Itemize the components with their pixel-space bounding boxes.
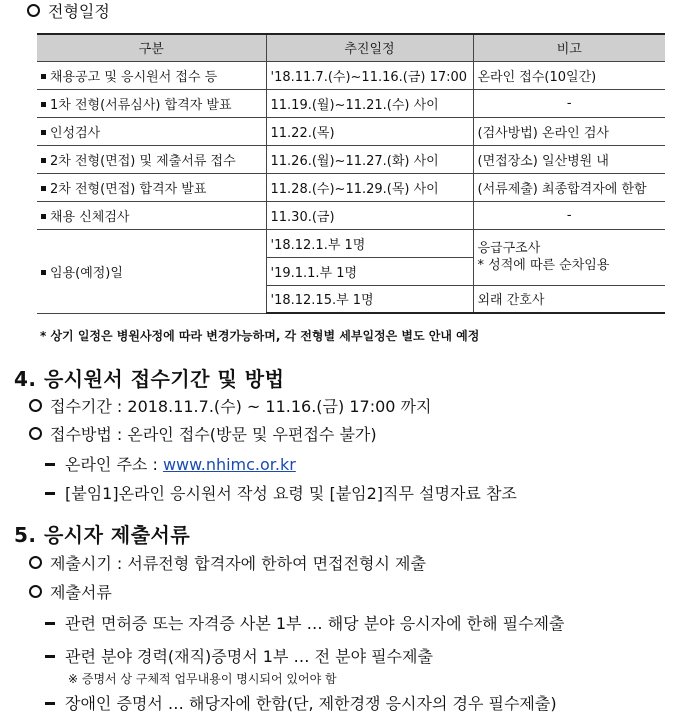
row-item-cell <box>37 201 266 229</box>
submission-docs-heading-text: 제출서류 <box>50 583 112 602</box>
document-career <box>45 645 433 669</box>
document-career-note: ※ 증명서 상 구체적 업무내용이 명시되어 있어야 함 <box>68 672 337 686</box>
square-bullet-icon <box>41 214 46 219</box>
submission-timing-text: 제출시기 : 서류전형 합격자에 한하여 면접전형시 제출 <box>50 554 426 573</box>
online-address-link[interactable]: www.nhimc.or.kr <box>162 455 296 474</box>
row-note-cell: - <box>473 201 665 229</box>
table-row <box>37 145 665 173</box>
application-method-text: 접수방법 : 온라인 접수(방문 및 우편접수 불가) <box>50 425 377 444</box>
row-item-text: 2차 전형(면접) 및 제출서류 접수 <box>50 153 236 169</box>
row-note-cell: (서류제출) 최종합격자에 한함 <box>473 173 665 201</box>
column-header-remarks: 비고 <box>473 34 665 61</box>
appointment-note-a-line2: * 성적에 따른 순차임용 <box>477 258 610 273</box>
row-item-cell <box>37 173 266 201</box>
table-row <box>37 229 665 257</box>
section-4-title: 4. 응시원서 접수기간 및 방법 <box>14 367 285 391</box>
appointment-note-a-line1: 응급구조사 <box>477 241 541 256</box>
row-date-cell: 11.30.(금) <box>266 201 473 229</box>
circle-bullet-icon <box>29 556 42 569</box>
table-row <box>37 61 665 89</box>
document-license-text: 관련 면허증 또는 자격증 사본 1부 … 해당 분야 응시자에 한해 필수제출 <box>65 614 565 633</box>
table-row <box>37 173 665 201</box>
application-method <box>29 423 377 447</box>
row-item-cell <box>37 89 266 117</box>
column-header-schedule: 추진일정 <box>266 34 473 61</box>
row-date-cell: 11.19.(월)~11.21.(수) 사이 <box>266 89 473 117</box>
circle-bullet-icon <box>29 427 42 440</box>
row-item-cell <box>37 61 266 89</box>
dash-bullet-icon <box>45 492 55 495</box>
square-bullet-icon <box>41 102 46 107</box>
row-item-text: 인성검사 <box>50 125 101 141</box>
schedule-table <box>37 33 665 314</box>
circle-bullet-icon <box>29 585 42 598</box>
dash-bullet-icon <box>45 655 55 658</box>
document-disability-text: 장애인 증명서 … 해당자에 한함(단, 제한경쟁 응시자의 경우 필수제출) <box>65 694 557 713</box>
column-header-category: 구분 <box>37 34 266 61</box>
appointment-date-cell: '18.12.1.부 1명 <box>266 229 473 257</box>
table-row <box>37 117 665 145</box>
submission-docs-heading <box>29 581 112 605</box>
schedule-heading-text: 전형일정 <box>48 2 110 21</box>
appointment-date-cell: '18.12.15.부 1명 <box>266 285 473 313</box>
online-address-label: 온라인 주소 : <box>65 455 163 474</box>
row-item-text: 채용 신체검사 <box>50 209 130 225</box>
row-date-cell: 11.26.(월)~11.27.(화) 사이 <box>266 145 473 173</box>
appointment-note-a-cell <box>473 229 665 285</box>
square-bullet-icon <box>41 186 46 191</box>
row-note-cell: 온라인 접수(10일간) <box>473 61 665 89</box>
row-note-cell: (면접장소) 일산병원 내 <box>473 145 665 173</box>
attachment-reference-text: [붙임1]온라인 응시원서 작성 요령 및 [붙임2]직무 설명자료 참조 <box>65 484 517 503</box>
document-disability <box>45 692 557 716</box>
row-item-cell <box>37 145 266 173</box>
table-row <box>37 201 665 229</box>
row-item-text: 채용공고 및 응시원서 접수 등 <box>50 69 218 85</box>
dash-bullet-icon <box>45 622 55 625</box>
submission-timing <box>29 552 426 576</box>
row-date-cell: 11.22.(목) <box>266 117 473 145</box>
circle-bullet-icon <box>27 4 40 17</box>
square-bullet-icon <box>41 74 46 79</box>
attachment-reference <box>45 482 517 506</box>
dash-bullet-icon <box>45 702 55 705</box>
schedule-heading <box>27 1 110 23</box>
online-address <box>45 453 296 477</box>
row-item-text: 2차 전형(면접) 합격자 발표 <box>50 181 207 197</box>
appointment-item-text: 임용(예정)일 <box>50 265 123 281</box>
table-header-row <box>37 34 665 61</box>
row-item-text: 1차 전형(서류심사) 합격자 발표 <box>50 97 232 113</box>
schedule-footnote: * 상기 일정은 병원사정에 따라 변경가능하며, 각 전형별 세부일정은 별도 안내 예정 <box>40 329 480 343</box>
appointment-item-cell <box>37 229 266 313</box>
row-date-cell: '18.11.7.(수)~11.16.(금) 17:00 <box>266 61 473 89</box>
square-bullet-icon <box>41 158 46 163</box>
circle-bullet-icon <box>29 399 42 412</box>
appointment-date-cell: '19.1.1.부 1명 <box>266 257 473 285</box>
appointment-note-b-cell: 외래 간호사 <box>473 285 665 313</box>
section-5-title: 5. 응시자 제출서류 <box>14 523 191 547</box>
application-period <box>29 395 431 419</box>
application-period-text: 접수기간 : 2018.11.7.(수) ~ 11.16.(금) 17:00 까지 <box>50 397 432 416</box>
document-career-text: 관련 분야 경력(재직)증명서 1부 … 전 분야 필수제출 <box>65 647 433 666</box>
row-note-cell: - <box>473 89 665 117</box>
table-row <box>37 89 665 117</box>
square-bullet-icon <box>41 270 46 275</box>
row-item-cell <box>37 117 266 145</box>
row-note-cell: (검사방법) 온라인 검사 <box>473 117 665 145</box>
row-date-cell: 11.28.(수)~11.29.(목) 사이 <box>266 173 473 201</box>
document-license <box>45 612 564 636</box>
square-bullet-icon <box>41 130 46 135</box>
dash-bullet-icon <box>45 463 55 466</box>
